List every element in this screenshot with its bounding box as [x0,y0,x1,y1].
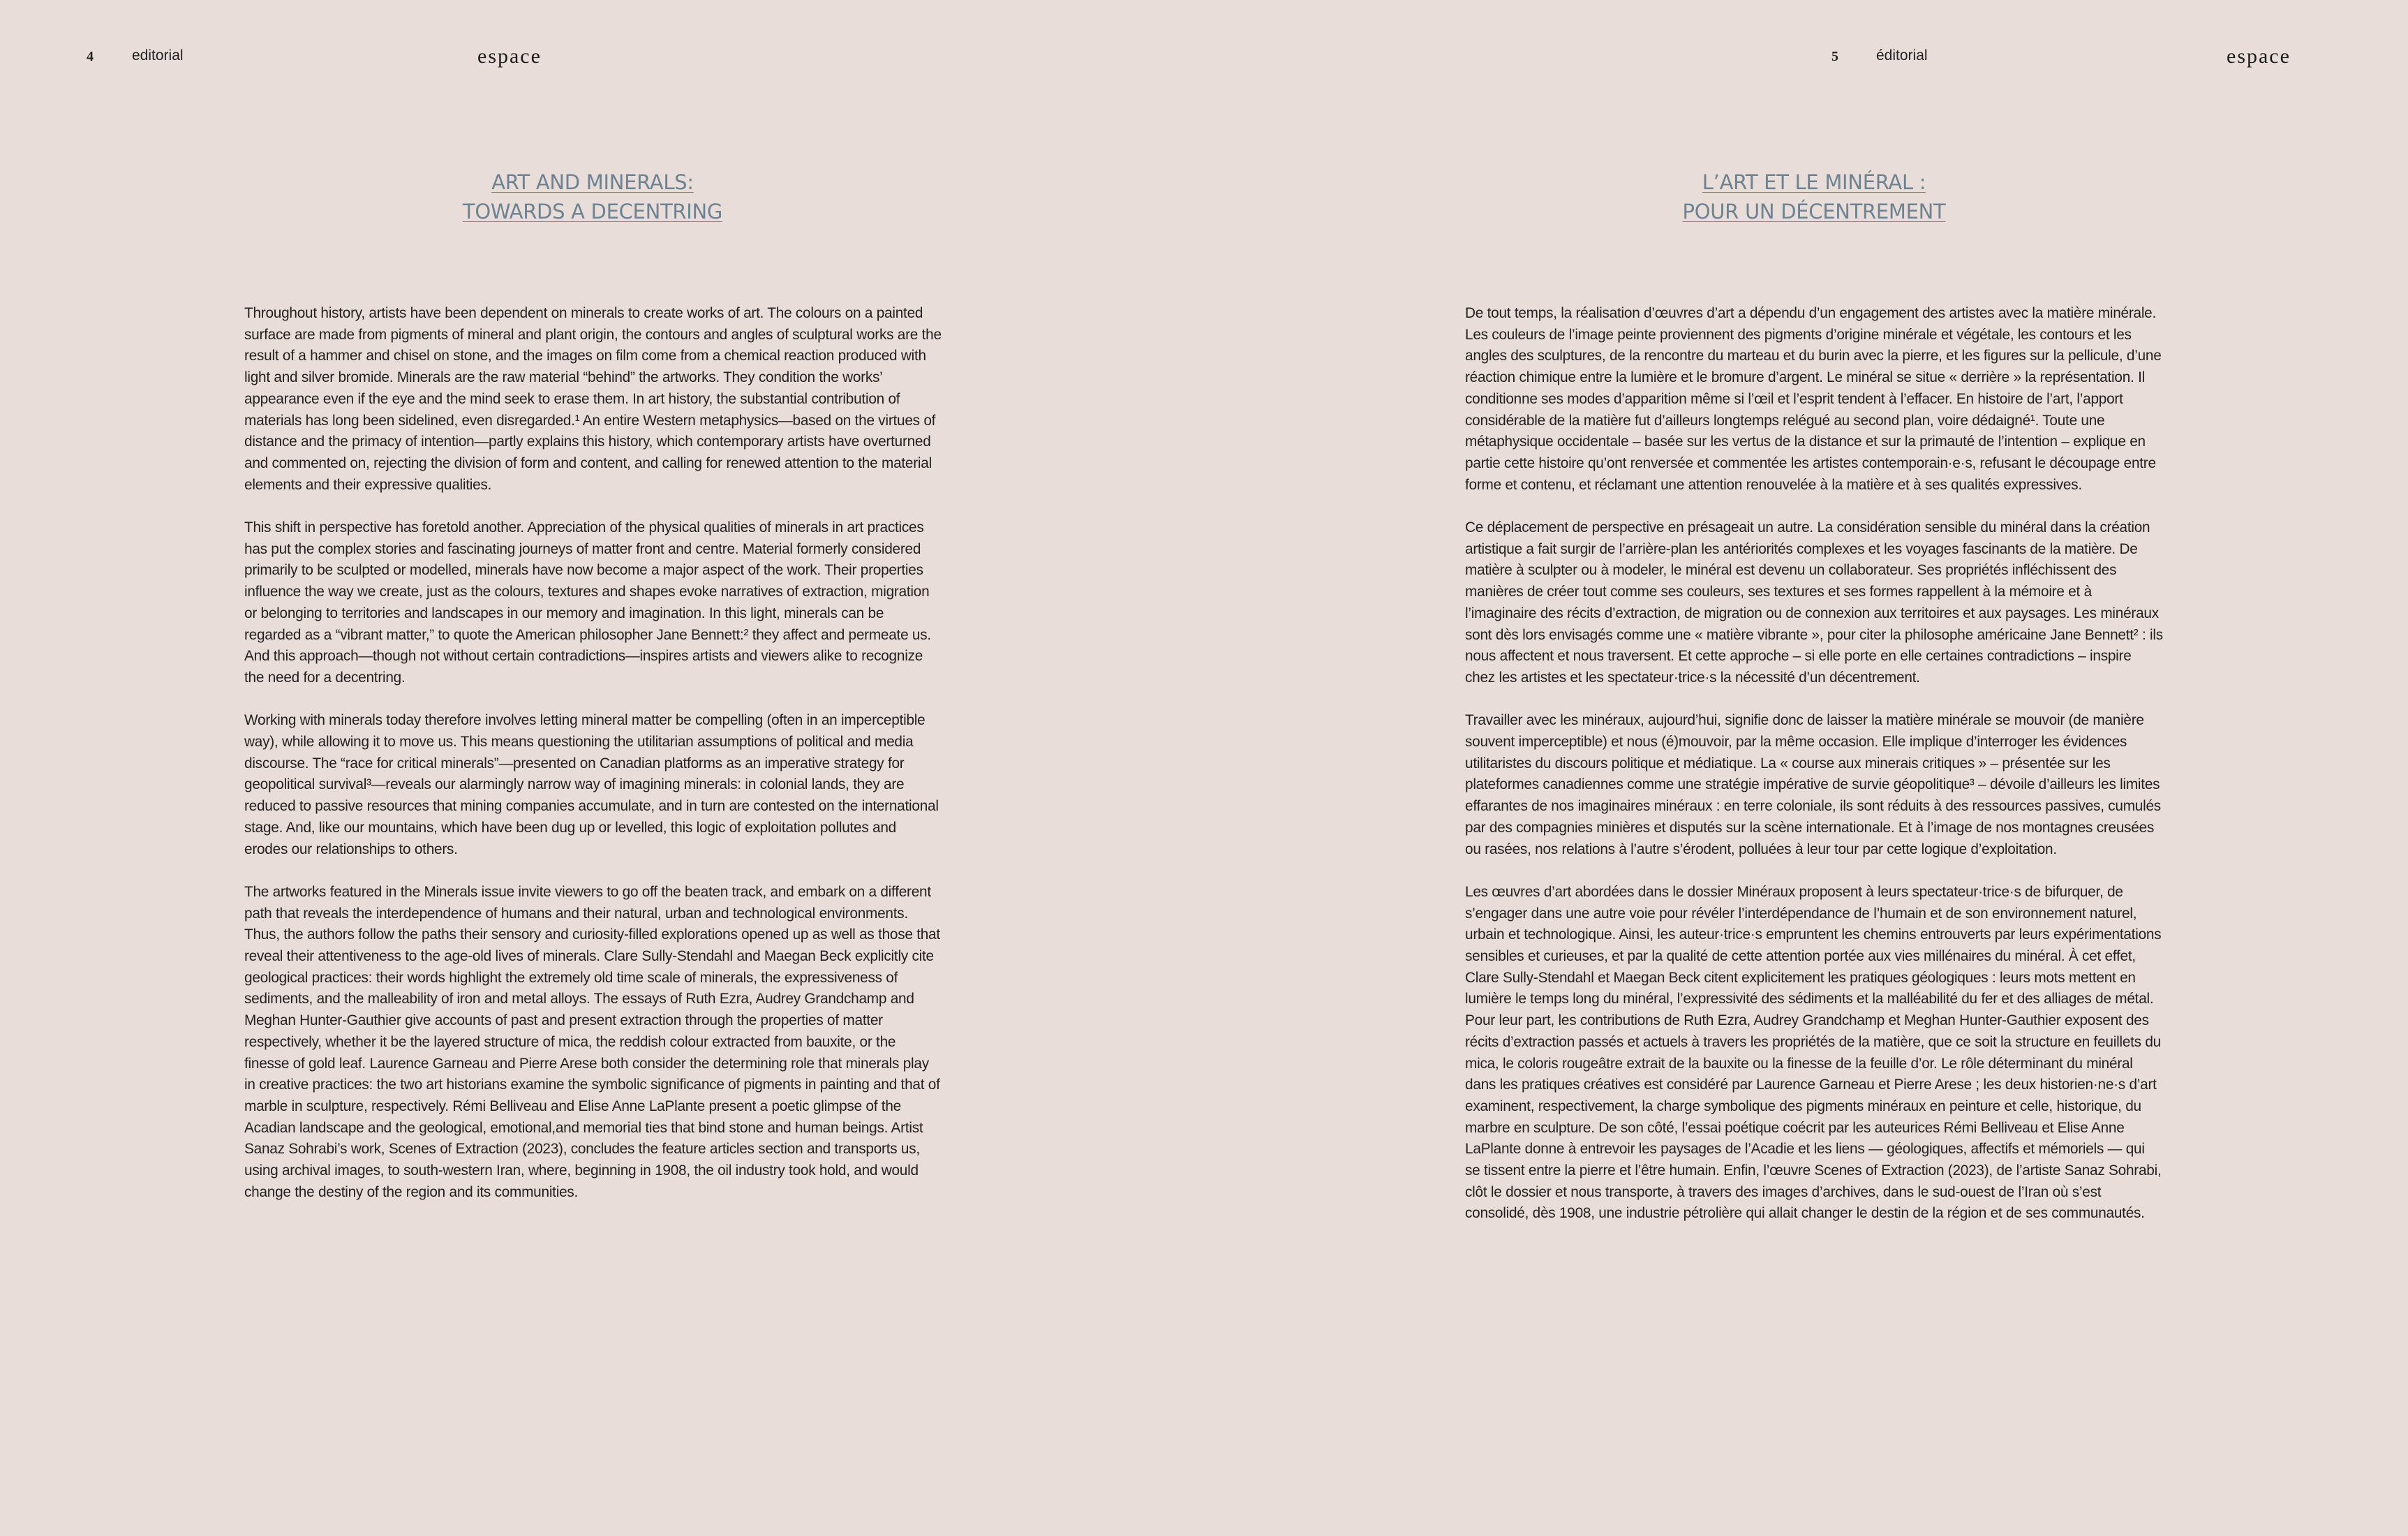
right-section-label: éditorial [1876,47,1928,64]
left-page-number: 4 [87,49,94,64]
right-title-line-2: POUR UN DÉCENTREMENT [1682,200,1946,223]
left-article-title [348,168,837,226]
left-title-line-1: ART AND MINERALS: [491,170,694,194]
right-paragraph-4: Les œuvres d’art abordées dans le dossier Minéraux proposent à leurs spectateur·trice·s de bifurquer, de s’engager dans une autre voie pour révéler l’interdépendance de l’humain et de son environnement naturel, urbain et technologique. Ainsi, les auteur·trice·s empruntent les chemins entrouverts par leurs expérimentations sensibles et curieuses, et par la qualité de cette attention portée aux vies millénaires du minéral. À cet effet, Clare Sully-Stendahl et Maegan Beck citent explicitement les pratiques géologiques : leurs mots mettent en lumière le temps long du minéral, l’expressivité des sédiments et la malléabilité du fer et des alliages de métal. Pour leur part, les contributions de Ruth Ezra, Audrey Grandchamp et Meghan Hunter-Gauthier exposent des récits d’extraction passés et actuels à travers les propriétés de la matière, que ce soit la structure en feuillets du mica, le coloris rougeâtre extrait de la bauxite ou la finesse de la feuille d’or. Le rôle déterminant du minéral dans les pratiques créatives est considéré par Laurence Garneau et Pierre Arese ; les deux historien·ne·s d’art examinent, respectivement, la charge symbolique des pigments minéraux en peinture et celle, historique, du marbre en sculpture. De son côté, l’essai poétique coécrit par les auteurices Rémi Belliveau et Elise Anne LaPlante donne à entrevoir les paysages de l’Acadie et les liens — géologiques, affectifs et mémoriels — qui se tissent entre la pierre et l’être humain. Enfin, l’œuvre Scenes of Extraction (2023), de l’artiste Sanaz Sohrabi, clôt le dossier et nous transporte, à travers des images d’archives, dans le sud-ouest de l’Iran où s’est consolidé, dès 1908, une industrie pétrolière qui allait changer le destin de la région et de ses communautés. [1465,883,2162,1222]
left-paragraph-1: Throughout history, artists have been dependent on minerals to create works of art. The colours on a painted surface are made from pigments of mineral and plant origin, the contours and angles of sculptural works are the result of a hammer and chisel on stone, and the images on film come from a chemical reaction produced with light and silver bromide. Minerals are the raw material “behind” the artworks. They condition the works’ appearance even if the eye and the mind seek to erase them. In art history, the substantial contribution of materials has long been sidelined, even disregarded.¹ An entire Western metaphysics—based on the virtues of distance and the primacy of intention—partly explains this history, which contemporary artists have overturned and commented on, rejecting the division of form and content, and calling for renewed attention to the material elements and their expressive qualities. [244,305,942,493]
right-title-line-1: L’ART ET LE MINÉRAL : [1702,170,1926,194]
right-article-title [1570,168,2058,226]
left-paragraph-4: The artworks featured in the Minerals issue invite viewers to go off the beaten track, and embark on a different path that reveals the interdependence of humans and their natural, urban and technological environments. Thus, the authors follow the paths their sensory and curiosity-filled explorations opened up as well as those that reveal their attentiveness to the age-old lives of minerals. Clare Sully-Stendahl and Maegan Beck explicitly cite geological practices: their words highlight the extremely old time scale of minerals, the expressiveness of sediments, and the malleability of iron and metal alloys. The essays of Ruth Ezra, Audrey Grandchamp and Meghan Hunter-Gauthier give accounts of past and present extraction through the properties of matter respectively, whether it be the layered structure of mica, the reddish colour extracted from bauxite, or the finesse of gold leaf. Laurence Garneau and Pierre Arese both consider the determining role that minerals play in creative practices: the two art historians examine the symbolic significance of pigments in painting and that of marble in sculpture, respectively. Rémi Belliveau and Elise Anne LaPlante present a poetic glimpse of the Acadian landscape and the geological, emotional,and memorial ties that bind stone and human beings. Artist Sanaz Sohrabi’s work, Scenes of Extraction (2023), concludes the feature articles section and transports us, using archival images, to south-western Iran, where, beginning in 1908, the oil industry took hold, and would change the destiny of the region and its communities. [244,883,940,1200]
right-paragraph-3: Travailler avec les minéraux, aujourd’hui, signifie donc de laisser la matière minérale se mouvoir (de manière souvent imperceptible) et nous (é)mouvoir, par la même occasion. Elle implique d’interroger les évidences utilitaristes du discours politique et médiatique. La « course aux minerais critiques » – présentée sur les plateformes canadiennes comme une stratégie impérative de survie géopolitique³ – dévoile d’ailleurs les limites effarantes de nos imaginaires minéraux : en terre coloniale, ils sont réduits à des ressources passives, cumulés par des compagnies minières et disputés sur la scène internationale. Et à l’image de nos montagnes creusées ou rasées, nos relations à l’autre s’érodent, polluées à leur tour par cette logique d’exploitation. [1465,712,2161,857]
right-paragraph-1: De tout temps, la réalisation d’œuvres d’art a dépendu d’un engagement des artistes avec la matière minérale. Les couleurs de l’image peinte proviennent des pigments d’origine minérale et végétale, les contours et les angles des sculptures, de la rencontre du marteau et du burin avec la pierre, et les figures sur la pellicule, d’une réaction chimique entre la lumière et le bromure d’argent. Le minéral se situe « derrière » la représentation. Il conditionne ses modes d’apparition même si l’œil et l’esprit tendent à l’effacer. En histoire de l’art, l’apport considérable de la matière fut d’ailleurs longtemps relégué au second plan, voire dédaigné¹. Toute une métaphysique occidentale – basée sur les vertus de la distance et sur la primauté de l’intention – explique en partie cette histoire qu’ont renversée et commentée les artistes contemporain·e·s, refusant le découpage entre forme et contenu, et réclamant une attention renouvelée à la matière et à ses qualités expressives. [1465,305,2162,493]
left-title-line-2: TOWARDS A DECENTRING [462,200,723,223]
right-logo: espace [2227,45,2291,68]
left-paragraph-3: Working with minerals today therefore involves letting mineral matter be compelling (often in an imperceptible way), while allowing it to move us. This means questioning the utilitarian assumptions of political and media discourse. The “race for critical minerals”—presented on Canadian platforms as an imperative strategy for geopolitical survival³—reveals our alarmingly narrow way of imagining minerals: in colonial lands, they are reduced to passive resources that mining companies accumulate, and in turn are contested on the international stage. And, like our mountains, which have been dug up or levelled, this logic of exploitation pollutes and erodes our relationships to others. [244,712,939,857]
left-logo: espace [477,45,542,68]
left-paragraph-2: This shift in perspective has foretold another. Appreciation of the physical qualities of minerals in art practices has put the complex stories and fascinating journeys of matter front and centre. Material formerly considered primarily to be sculpted or modelled, minerals have now become a major aspect of the work. Their properties influence the way we create, just as the colours, textures and shapes evoke narratives of extraction, migration or belonging to territories and landscapes in our memory and imagination. In this light, minerals can be regarded as a “vibrant matter,” to quote the American philosopher Jane Bennett:² they affect and permeate us. And this approach—though not without certain contradictions—inspires artists and viewers alike to recognize the need for a decentring. [244,519,931,686]
left-body-text [244,303,942,1225]
right-page-number: 5 [1831,49,1838,64]
right-paragraph-2: Ce déplacement de perspective en présageait un autre. La considération sensible du minéral dans la création artistique a fait surgir de l’arrière-plan les antériorités complexes et les voyages fascinants de la matière. De matière à sculpter ou à modeler, le minéral est devenu un collaborateur. Ses propriétés infléchissent des manières de créer tout comme ses couleurs, ses textures et ses formes rappellent à la mémoire et à l’imaginaire des récits d’extraction, de migration ou de connexion aux territoires et aux paysages. Les minéraux sont dès lors envisagés comme une « matière vibrante », pour citer la philosophe américaine Jane Bennett² : ils nous affectent et nous traversent. Et cette approche – si elle porte en elle certaines contradictions – inspire chez les artistes et les spectateur·trice·s la nécessité d’un décentrement. [1465,519,2163,686]
right-body-text [1465,303,2163,1246]
left-section-label: editorial [132,47,184,64]
